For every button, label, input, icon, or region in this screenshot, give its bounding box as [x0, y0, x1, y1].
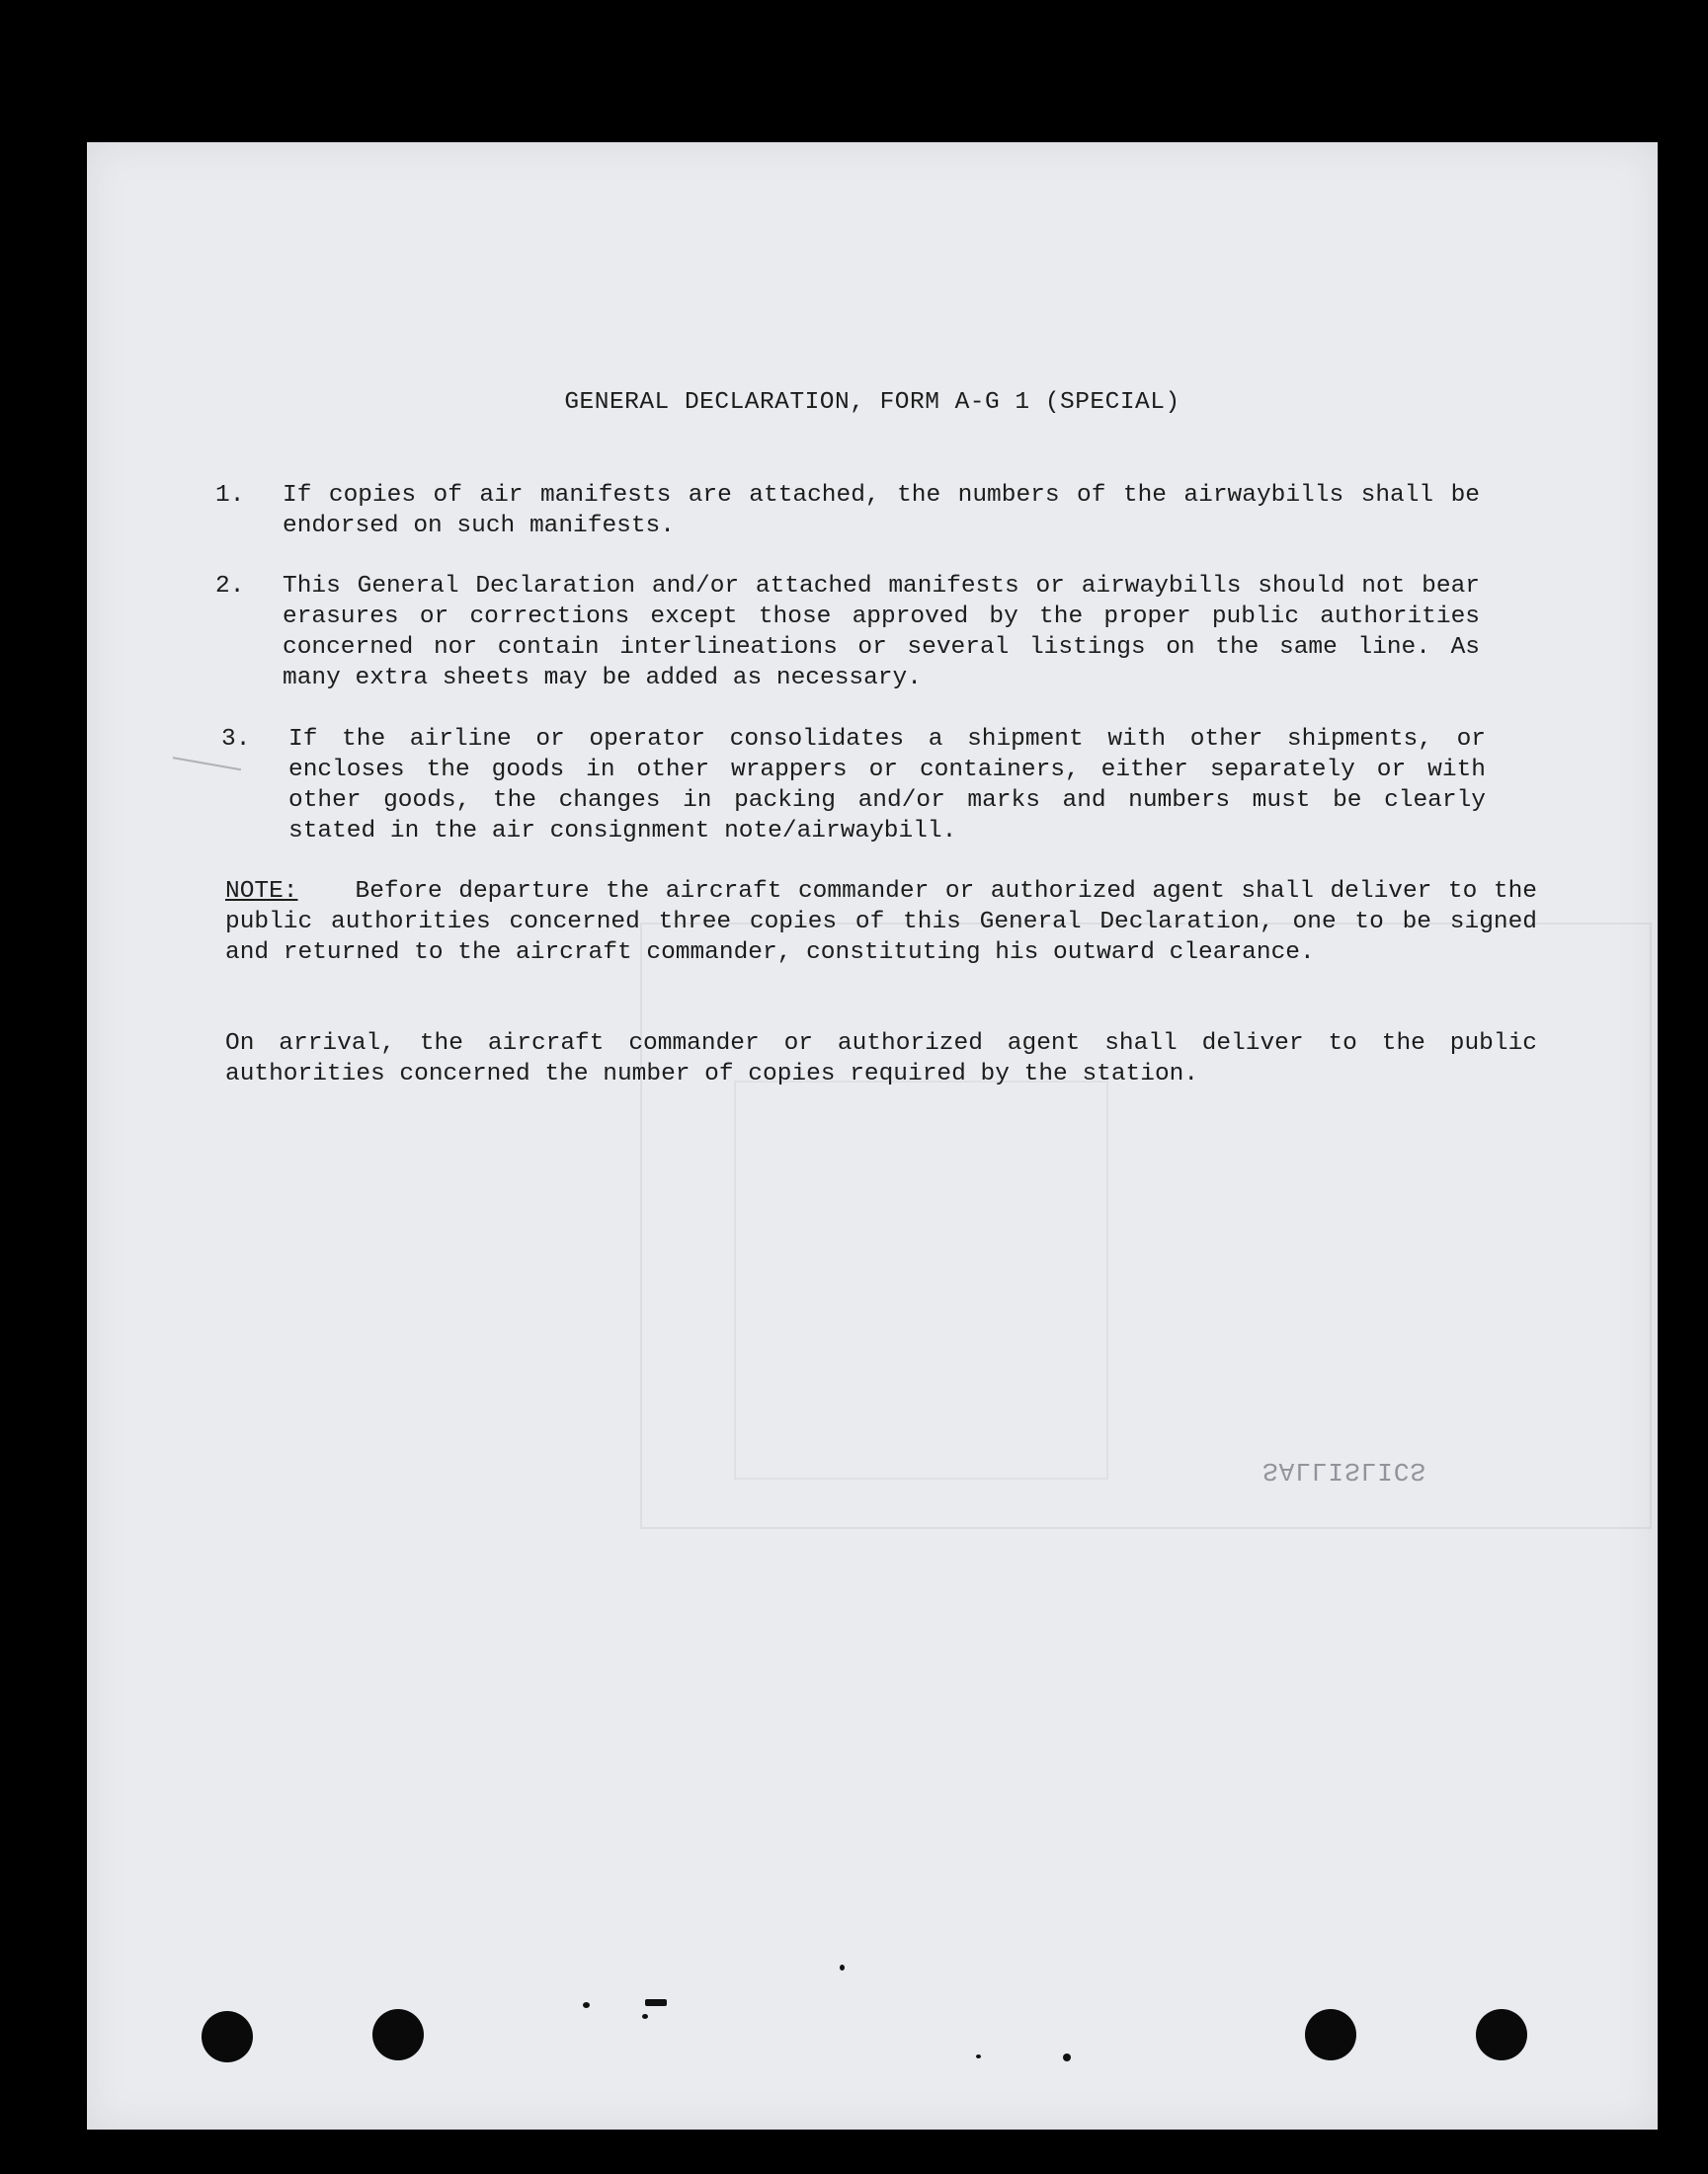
note-label: NOTE:	[225, 878, 298, 905]
item-number: 2.	[215, 573, 245, 600]
ink-speck	[840, 1965, 845, 1971]
item-text: This General Declaration and/or attached manifests or airwaybills should not bear erasures or corrections except those approved by the proper public authorities concerned nor contain interlineations or several listings on the same line. As many extra sheets may be added as necessary.	[283, 573, 1480, 691]
mirrored-stamp: SALLISLICS	[1262, 1456, 1427, 1486]
arrival-paragraph: On arrival, the aircraft commander or authorized agent shall deliver to the public authorities concerned the number of copies required by the station.	[225, 1030, 1537, 1087]
document-page	[87, 142, 1658, 2130]
ink-speck	[1063, 2053, 1071, 2061]
ink-speck	[583, 2002, 590, 2008]
item-text: If copies of air manifests are attached, the numbers of the airwaybills shall be endorsed on such manifests.	[283, 482, 1480, 539]
punch-hole	[1476, 2009, 1527, 2060]
ink-speck	[645, 1999, 667, 2006]
punch-hole	[372, 2009, 424, 2060]
item-number: 1.	[215, 482, 245, 509]
bleed-through-box	[734, 1081, 1108, 1480]
note-paragraph	[225, 876, 1537, 968]
ink-speck	[976, 2054, 981, 2058]
item-number: 3.	[221, 726, 251, 753]
list-item	[215, 480, 1480, 541]
list-item	[221, 724, 1486, 846]
note-text: Before departure the aircraft commander or authorized agent shall deliver to the public authorities concerned three copies of this General Declaration, one to be signed and returned to the aircraft commander, constituting his outward clearance.	[225, 878, 1537, 966]
ink-speck	[642, 2014, 648, 2019]
item-text: If the airline or operator consolidates a shipment with other shipments, or encloses the goods in other wrappers or containers, either separately or with other goods, the changes in packing and/or marks and numbers must be clearly stated in the air consignment note/airwaybill.	[288, 726, 1486, 845]
punch-hole	[202, 2011, 253, 2062]
punch-hole	[1305, 2009, 1356, 2060]
page-title: GENERAL DECLARATION, FORM A-G 1 (SPECIAL)	[564, 389, 1180, 416]
bleed-through-text	[383, 221, 399, 251]
list-item	[215, 571, 1480, 693]
